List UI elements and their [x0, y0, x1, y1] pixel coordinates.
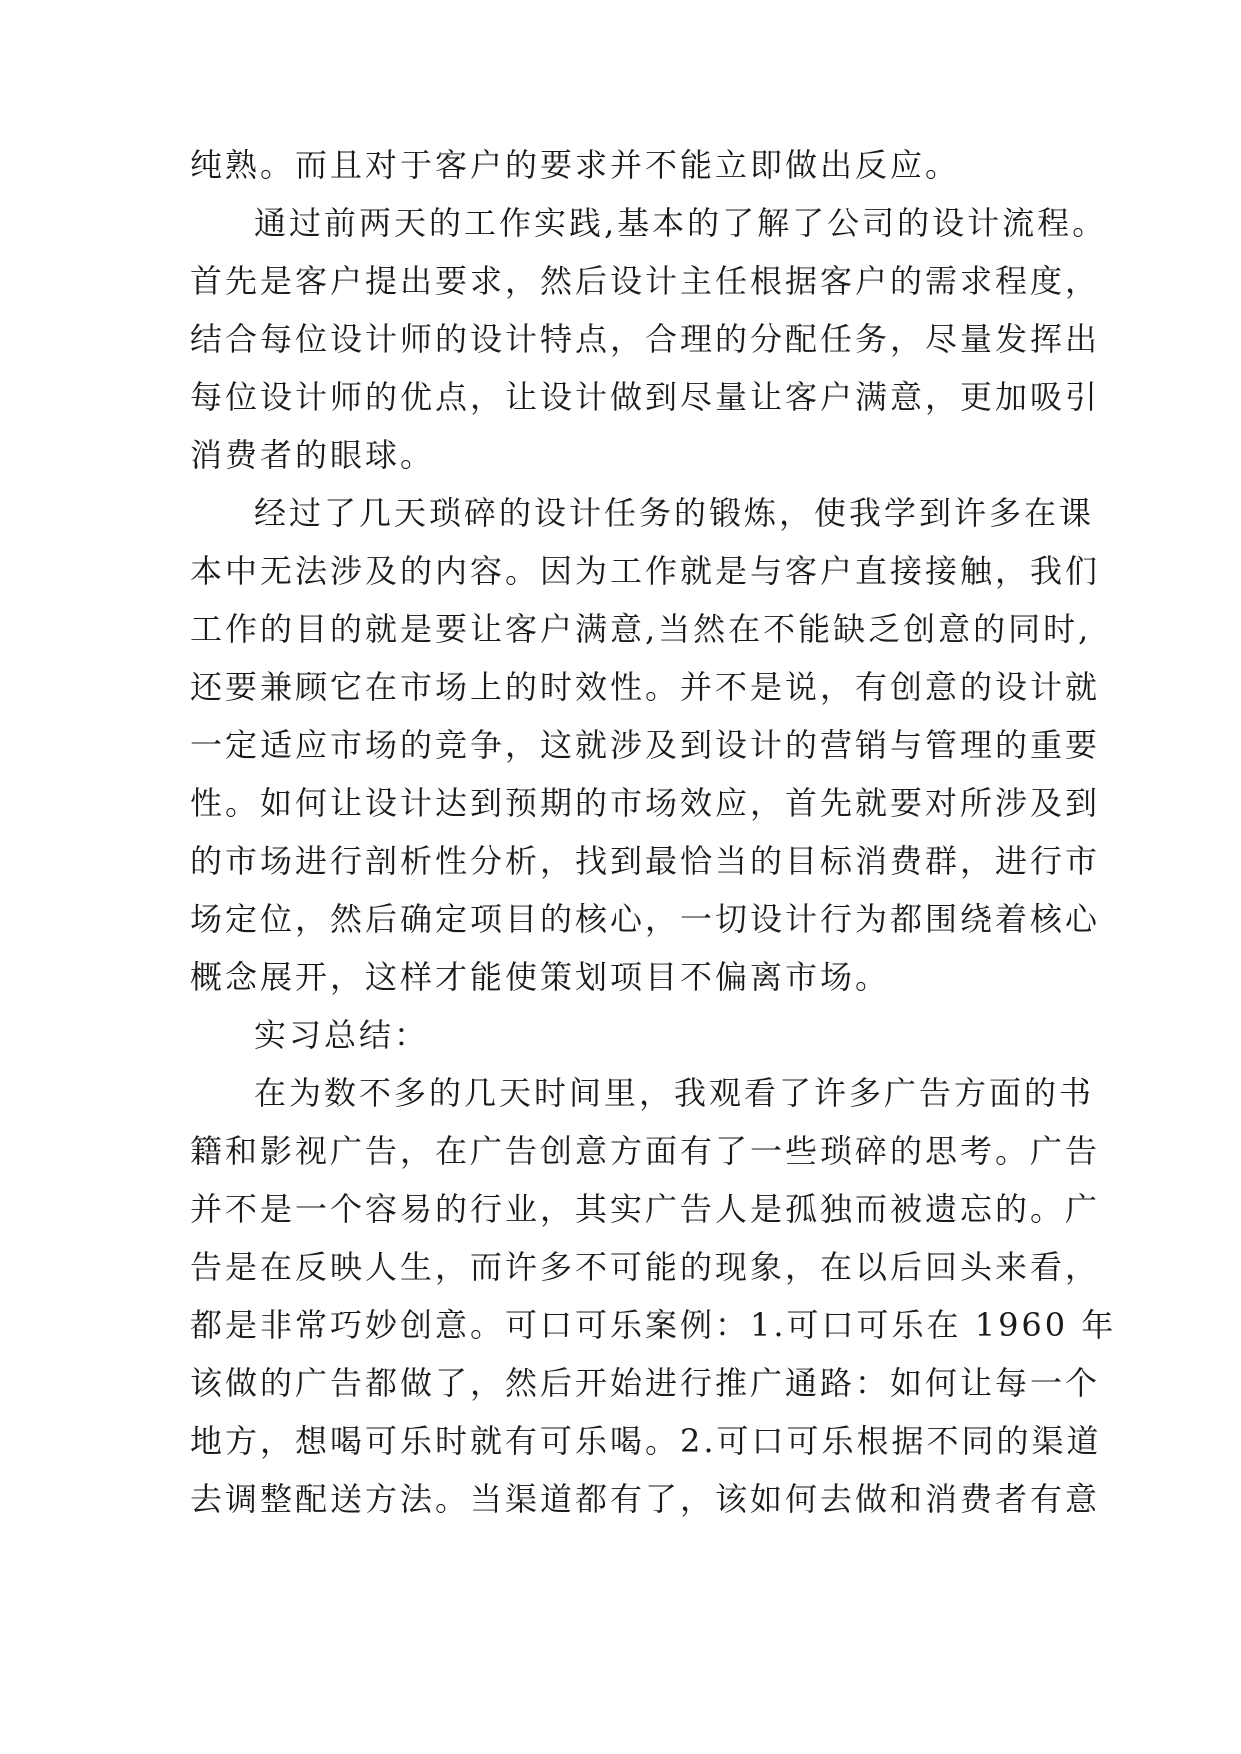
text-line: 地方，想喝可乐时就有可乐喝。2.可口可乐根据不同的渠道 — [190, 1422, 1102, 1460]
text-line: 籍和影视广告，在广告创意方面有了一些琐碎的思考。广告 — [190, 1132, 1101, 1170]
text-line: 的市场进行剖析性分析，找到最恰当的目标消费群，进行市 — [190, 842, 1101, 880]
text-line: 工作的目的就是要让客户满意,当然在不能缺乏创意的同时, — [190, 610, 1092, 648]
text-line: 一定适应市场的竞争，这就涉及到设计的营销与管理的重要 — [190, 726, 1101, 764]
text-line: 场定位，然后确定项目的核心，一切设计行为都围绕着核心 — [190, 900, 1101, 938]
section-heading: 实习总结： — [254, 1016, 430, 1054]
text-line: 结合每位设计师的设计特点，合理的分配任务，尽量发挥出 — [190, 320, 1101, 358]
text-line: 还要兼顾它在市场上的时效性。并不是说，有创意的设计就 — [190, 668, 1101, 706]
text-line: 性。如何让设计达到预期的市场效应，首先就要对所涉及到 — [190, 784, 1101, 822]
text-line: 概念展开，这样才能使策划项目不偏离市场。 — [190, 958, 891, 996]
paragraph-start-line: 在为数不多的几天时间里，我观看了许多广告方面的书 — [254, 1074, 1095, 1112]
text-line: 每位设计师的优点，让设计做到尽量让客户满意，更加吸引 — [190, 378, 1101, 416]
text-line: 告是在反映人生，而许多不可能的现象，在以后回头来看， — [190, 1248, 1101, 1286]
text-line: 消费者的眼球。 — [190, 436, 436, 474]
text-line: 本中无法涉及的内容。因为工作就是与客户直接接触，我们 — [190, 552, 1101, 590]
text-line: 都是非常巧妙创意。可口可乐案例：1.可口可乐在 1960 年 — [190, 1306, 1117, 1344]
text-line: 纯熟。而且对于客户的要求并不能立即做出反应。 — [190, 146, 961, 184]
text-line: 并不是一个容易的行业，其实广告人是孤独而被遗忘的。广 — [190, 1190, 1101, 1228]
paragraph-start-line: 经过了几天琐碎的设计任务的锻炼，使我学到许多在课 — [254, 494, 1095, 532]
text-line: 该做的广告都做了，然后开始进行推广通路：如何让每一个 — [190, 1364, 1101, 1402]
text-line: 首先是客户提出要求，然后设计主任根据客户的需求程度， — [190, 262, 1101, 300]
text-line: 去调整配送方法。当渠道都有了，该如何去做和消费者有意 — [190, 1480, 1101, 1518]
paragraph-start-line: 通过前两天的工作实践,基本的了解了公司的设计流程。 — [254, 204, 1108, 242]
